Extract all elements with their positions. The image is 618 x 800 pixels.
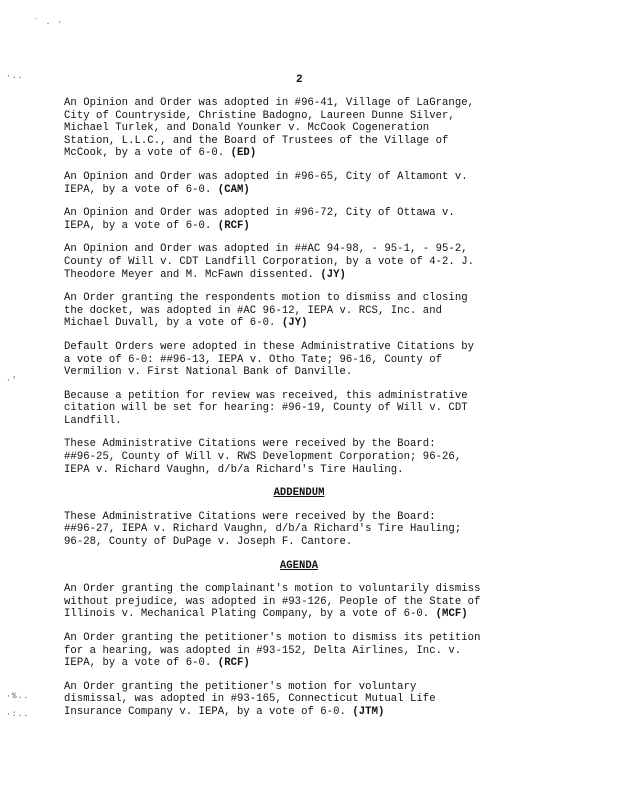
commissioner-tag: (RCF): [217, 657, 250, 670]
addendum-heading: ADDENDUM: [273, 487, 325, 500]
commissioner-tag: (JTM): [352, 705, 385, 718]
paragraph-text: An Order granting the petitioner's motion to dismiss its petition for a hearing, was adopted in #93-152, Delta Airlines, Inc. v. IEPA, by a vote of 6-0.: [64, 632, 481, 670]
paragraph-text: These Administrative Citations were received by the Board: ##96-25, County of Will v. RWS Development Corporation; 96-26, IEPA v. Richard Vaughn, d/b/a Richard's Tire Hauling.: [64, 438, 462, 476]
agenda-heading: AGENDA: [279, 559, 319, 572]
paragraph-text: An Order granting the respondents motion to dismiss and closing the docket, was adopted in #AC 96-12, IEPA v. RCS, Inc. and Michael Duvall, by a vote of 6-0.: [64, 292, 468, 330]
hearing-paragraph: [64, 390, 584, 428]
agenda-paragraph: [64, 681, 584, 719]
commissioner-tag: (RCF): [217, 219, 250, 232]
opinion-paragraph: [64, 171, 584, 196]
paragraph-text: An Order granting the petitioner's motion for voluntary dismissal, was adopted in #93-165, Connecticut Mutual Life Insurance Company v. IEPA, by a vote of 6-0.: [64, 680, 436, 718]
opinion-paragraph: [64, 207, 584, 232]
commissioner-tag: (JY): [320, 268, 346, 281]
default-orders-paragraph: [64, 341, 584, 379]
commissioner-tag: (MCF): [435, 608, 468, 621]
scan-artifact-left-2: ·': [6, 376, 18, 385]
paragraph-text: An Order granting the complainant's motion to voluntarily dismiss without prejudice, was adopted in #93-126, People of the State of Illinois v. Mechanical Plating Company, by a vote of 6-0.: [64, 583, 481, 621]
page-number: 2: [296, 74, 303, 86]
document-body: [64, 97, 584, 730]
scan-artifact-left-4: ·:..: [6, 710, 30, 719]
paragraph-text: An Opinion and Order was adopted in #96-41, Village of LaGrange, City of Countryside, Christine Badogno, Laureen Dunne Silver, Michael Turlek, and Donald Younker v. McCook Cogeneration Station, L.L.C., and the Board of Trustees of the Village of McCook, by a vote of 6-0.: [64, 97, 475, 160]
paragraph-text: These Administrative Citations were received by the Board: ##96-27, IEPA v. Richard Vaughn, d/b/a Richard's Tire Hauling; 96-28, County of DuPage v. Joseph F. Cantore.: [64, 510, 462, 549]
commissioner-tag: (ED): [230, 147, 257, 160]
paragraph-text: Because a petition for review was received, this administrative citation will be set for hearing: #96-19, County of Will v. CDT Landfill.: [64, 389, 468, 427]
opinion-paragraph: [64, 243, 584, 281]
addendum-paragraph: [64, 511, 584, 549]
opinion-paragraph: [64, 97, 584, 160]
commissioner-tag: (CAM): [217, 183, 250, 196]
scan-artifact-top: ` . ·: [34, 18, 64, 27]
paragraph-text: An Opinion and Order was adopted in ##AC 94-98, - 95-1, - 95-2, County of Will v. CDT Landfill Corporation, by a vote of 4-2. J. Theodore Meyer and M. McFawn dissented.: [64, 243, 475, 281]
scan-artifact-left-3: ·%..: [6, 692, 30, 701]
commissioner-tag: (JY): [281, 317, 308, 330]
scan-artifact-left-1: ·..: [6, 72, 24, 81]
paragraph-text: Default Orders were adopted in these Administrative Citations by a vote of 6-0: ##96-13, IEPA v. Otho Tate; 96-16, County of Vermilion v. First National Bank of Danville.: [64, 340, 475, 379]
paragraph-text: An Opinion and Order was adopted in #96-65, City of Altamont v. IEPA, by a vote of 6-0.: [64, 170, 468, 196]
citations-received-paragraph: [64, 438, 584, 476]
opinion-paragraph: [64, 292, 584, 330]
paragraph-text: An Opinion and Order was adopted in #96-72, City of Ottawa v. IEPA, by a vote of 6-0.: [64, 207, 455, 232]
agenda-paragraph: [64, 632, 584, 670]
agenda-paragraph: [64, 583, 584, 621]
